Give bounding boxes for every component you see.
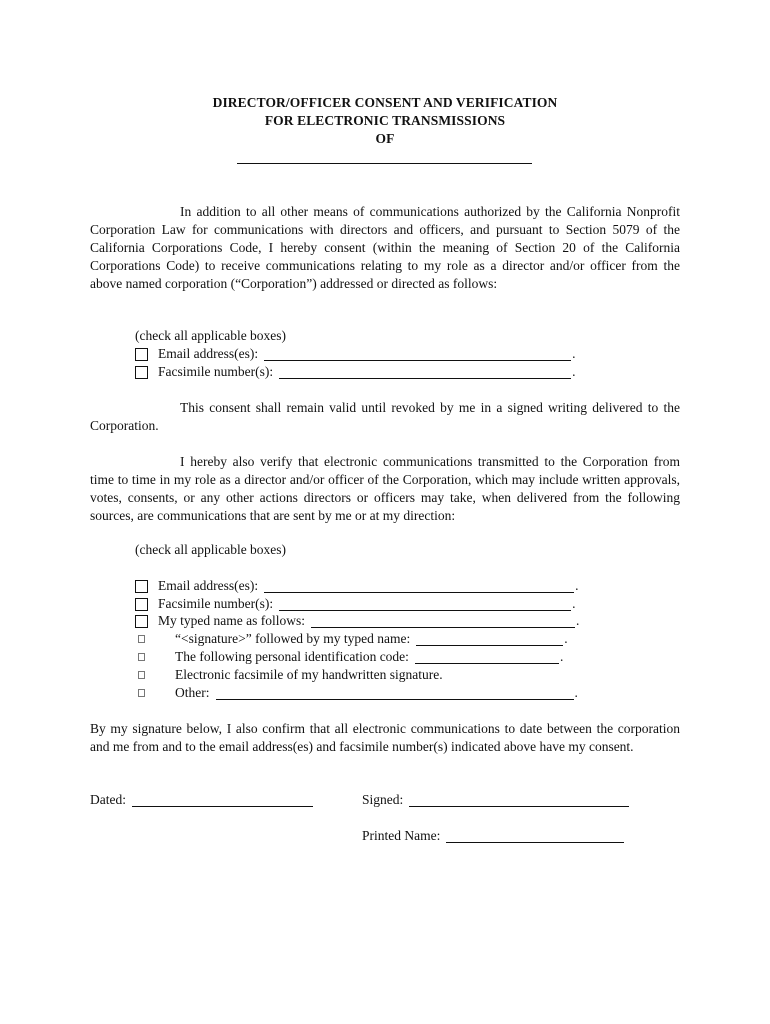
verify-id-code-blank[interactable] xyxy=(415,651,559,664)
verify-typed-name-checkbox[interactable] xyxy=(135,615,148,628)
verify-typed-name-row xyxy=(135,612,579,630)
consent-fax-row xyxy=(135,363,575,381)
verify-fax-label: Facsimile number(s): xyxy=(158,596,274,611)
dated-blank[interactable] xyxy=(132,794,313,807)
consent-email-blank[interactable] xyxy=(264,348,571,361)
verify-other-blank[interactable] xyxy=(216,687,574,700)
verify-other-label: Other: xyxy=(175,685,210,700)
printed-name-row xyxy=(362,827,624,845)
verify-id-code-checkbox[interactable] xyxy=(138,653,145,661)
corporation-name-blank[interactable] xyxy=(237,163,532,164)
verify-email-row xyxy=(135,577,578,595)
verify-handwritten-label: Electronic facsimile of my handwritten signature. xyxy=(175,667,443,682)
verify-signature-tag-period: . xyxy=(564,631,568,646)
verify-id-code-period: . xyxy=(559,649,564,664)
verify-signature-tag-row xyxy=(135,630,568,648)
document-title-line-3: OF xyxy=(375,131,395,146)
verify-signature-tag-label: “<signature>” followed by my typed name: xyxy=(175,631,411,646)
verify-fax-blank[interactable] xyxy=(279,598,571,611)
verify-other-row xyxy=(135,684,578,702)
consent-email-checkbox[interactable] xyxy=(135,348,148,361)
verify-typed-name-blank[interactable] xyxy=(311,615,575,628)
consent-paragraph: In addition to all other means of communications authorized by the California Nonprofit Corporation Law for communications with directors and officers, and pursuant to Section 5079 of the California Corporations Code, I hereby consent (within the meaning of Section 20 of the California Corporations Code) to receive communications relating to my role as a director and/or officer from the above named corporation (“Corporation”) addressed or directed as follows: xyxy=(90,204,680,291)
verification-check-note: (check all applicable boxes) xyxy=(135,542,287,557)
consent-check-note: (check all applicable boxes) xyxy=(135,328,287,343)
verification-paragraph: I hereby also verify that electronic communications transmitted to the Corporation from time to time in my role as a director and/or officer of the Corporation, which may include written approvals, votes, consents, or any other actions directors or officers may take, when delivered from the following sources, are communications that are sent by me or at my direction: xyxy=(90,454,680,523)
printed-name-blank[interactable] xyxy=(446,830,624,843)
consent-fax-blank[interactable] xyxy=(279,366,571,379)
printed-name-label: Printed Name: xyxy=(362,828,441,843)
verify-email-label: Email address(es): xyxy=(158,578,259,593)
verify-handwritten-row xyxy=(135,666,443,684)
verify-typed-name-label: My typed name as follows: xyxy=(158,613,305,628)
verify-other-checkbox[interactable] xyxy=(138,689,145,697)
consent-email-label: Email address(es): xyxy=(158,346,259,361)
verify-email-checkbox[interactable] xyxy=(135,580,148,593)
consent-fax-period: . xyxy=(572,364,576,379)
signed-row xyxy=(362,791,629,809)
verify-fax-row xyxy=(135,595,575,613)
verify-handwritten-checkbox[interactable] xyxy=(138,671,145,679)
dated-row xyxy=(90,791,313,809)
verify-id-code-label: The following personal identification code: xyxy=(175,649,409,664)
verify-email-period: . xyxy=(575,578,579,593)
confirmation-paragraph: By my signature below, I also confirm that all electronic communications to date between the corporation and me from and to the email address(es) and facsimile number(s) indicated above have my consent. xyxy=(90,721,680,754)
validity-paragraph: This consent shall remain valid until revoked by me in a signed writing delivered to the Corporation. xyxy=(90,400,680,433)
consent-email-period: . xyxy=(572,346,576,361)
consent-fax-label: Facsimile number(s): xyxy=(158,364,274,379)
consent-email-row xyxy=(135,345,575,363)
verify-signature-tag-checkbox[interactable] xyxy=(138,635,145,643)
verify-id-code-row xyxy=(135,648,563,666)
verify-typed-name-period: . xyxy=(575,613,580,628)
signed-label: Signed: xyxy=(362,792,404,807)
document-title-line-1: DIRECTOR/OFFICER CONSENT AND VERIFICATION xyxy=(212,95,558,110)
document-title-line-2: FOR ELECTRONIC TRANSMISSIONS xyxy=(264,113,506,128)
verify-signature-tag-blank[interactable] xyxy=(416,633,563,646)
signed-blank[interactable] xyxy=(409,794,629,807)
verify-fax-period: . xyxy=(572,596,576,611)
verify-fax-checkbox[interactable] xyxy=(135,598,148,611)
consent-fax-checkbox[interactable] xyxy=(135,366,148,379)
verify-other-period: . xyxy=(574,685,578,700)
verify-email-blank[interactable] xyxy=(264,580,574,593)
dated-label: Dated: xyxy=(90,792,126,807)
